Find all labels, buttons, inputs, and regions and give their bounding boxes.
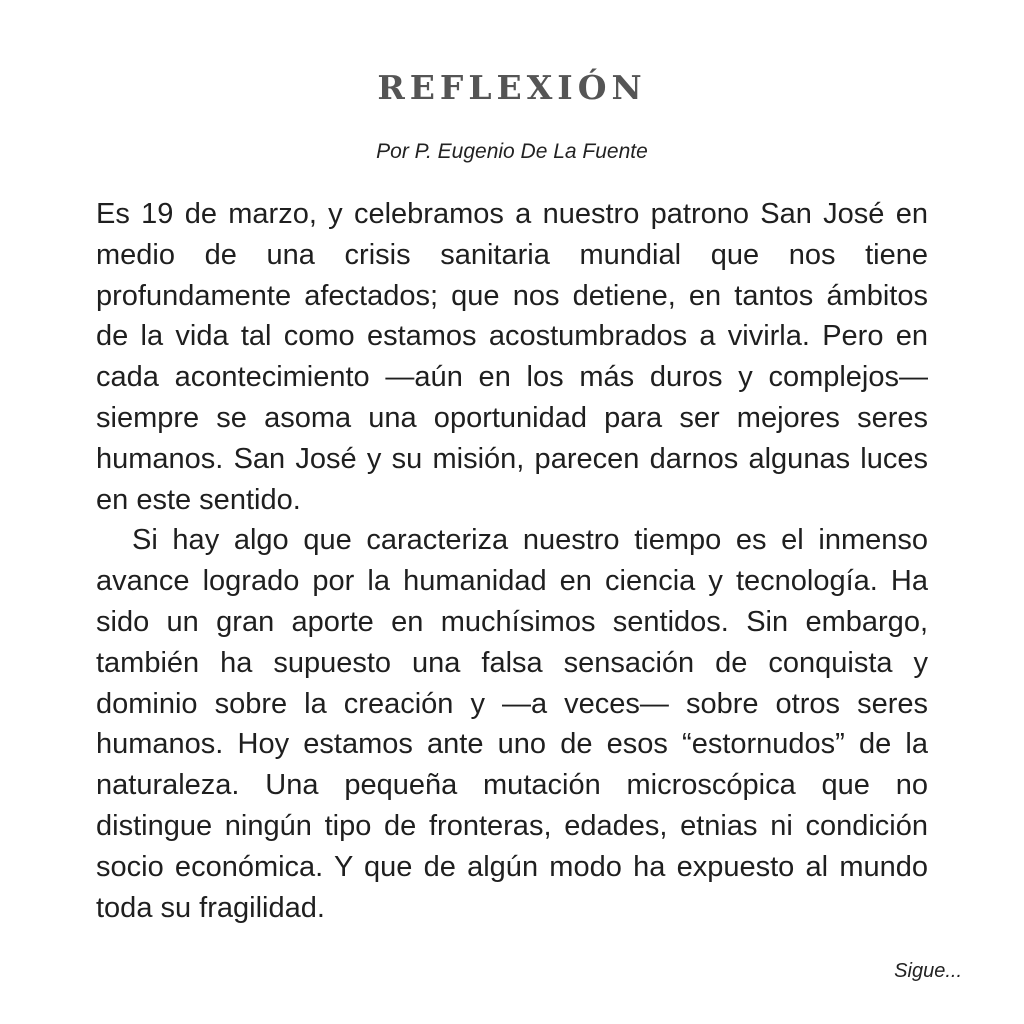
- author-byline: Por P. Eugenio De La Fuente: [376, 140, 648, 163]
- paragraph-1: Es 19 de marzo, y celebramos a nuestro patrono San José en medio de una crisis sanitaria mundial que nos tiene profundamente afectados; que nos detiene, en tantos ámbitos de la vida tal como estamos acostumbrados a vivirla. Pero en cada acontecimiento —aún en los más duros y complejos— siempre se asoma una oportunidad para ser mejores seres humanos. San José y su misión, parecen darnos algunas luces en este sentido.: [96, 198, 928, 516]
- page-title: REFLEXIÓN: [377, 68, 647, 107]
- article-body: [96, 194, 928, 928]
- continue-label: Sigue...: [894, 960, 962, 982]
- paragraph-2: Si hay algo que caracteriza nuestro tiempo es el inmenso avance logrado por la humanidad en ciencia y tecnología. Ha sido un gran aporte en muchísimos sentidos. Sin embargo, también ha supuesto una falsa sensación de conquista y dominio sobre la creación y —a veces— sobre otros seres humanos. Hoy estamos ante uno de esos “estornudos” de la naturaleza. Una pequeña mutación microscópica que no distingue ningún tipo de fronteras, edades, etnias ni condición socio económica. Y que de algún modo ha expuesto al mundo toda su fragilidad.: [96, 524, 928, 924]
